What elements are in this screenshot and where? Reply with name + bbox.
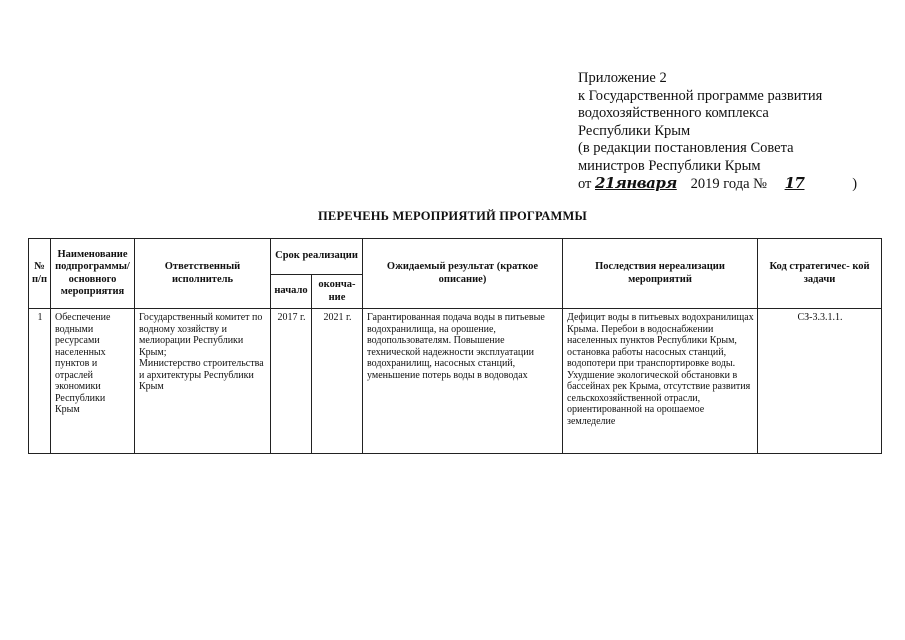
cell-code: СЗ-3.3.1.1. — [758, 309, 882, 454]
handwritten-number: 17 — [784, 174, 805, 192]
handwritten-date: 21января — [595, 174, 677, 192]
cell-result: Гарантированная подача воды в питьевые водохранилища, на орошение, водопользователям. Повышение технической надежности эксплуатации водохранилищ, насосных станций, уменьшение потерь воды в водоводах — [363, 309, 563, 454]
appendix-date-line — [578, 175, 878, 194]
cell-start: 2017 г. — [271, 309, 312, 454]
header-num: № п/п — [29, 239, 51, 309]
cell-consequences: Дефицит воды в питьевых водохранилищах Крыма. Перебои в водоснабжении населенных пунктов Республики Крым, остановка работы насосных станций, водопотери при транспортировке воды. Ухудшение экологической обстановки в бассейнах рек Крыма, отсутствие развития сельскохозяйственной отрасли, ориентированной на орошаемое земледелие — [563, 309, 758, 454]
close-paren: ) — [852, 176, 858, 192]
cell-executor — [135, 309, 271, 454]
executor-line-2: Министерство строительства и архитектуры Республики Крым — [139, 358, 264, 392]
appendix-line-1: Приложение 2 — [578, 70, 667, 86]
executor-line-1: Государственный комитет по водному хозяйству и мелиорации Республики Крым; — [139, 312, 263, 358]
document-title: ПЕРЕЧЕНЬ МЕРОПРИЯТИЙ ПРОГРАММЫ — [318, 209, 587, 223]
header-end: оконча- ние — [312, 275, 363, 309]
header-consequences: Последствия нереализации мероприятий — [563, 239, 758, 309]
table-row — [29, 309, 882, 454]
date-prefix: от — [578, 176, 592, 192]
header-period: Срок реализации — [271, 239, 363, 275]
appendix-line-6: министров Республики Крым — [578, 157, 761, 174]
cell-num: 1 — [29, 309, 51, 454]
cell-name: Обеспечение водными ресурсами населенных пунктов и отраслей экономики Республики Крым — [51, 309, 135, 454]
appendix-line-5: (в редакции постановления Совета — [578, 140, 794, 156]
appendix-header — [578, 70, 878, 194]
header-row-1 — [29, 239, 882, 275]
appendix-line-4: Республики Крым — [578, 122, 691, 139]
header-start: начало — [271, 275, 312, 309]
measures-table — [28, 238, 882, 454]
header-code: Код стратегичес- кой задачи — [758, 239, 882, 309]
appendix-line-2: к Государственной программе развития — [578, 87, 823, 104]
date-suffix: 2019 года № — [690, 176, 767, 192]
cell-end: 2021 г. — [312, 309, 363, 454]
header-name: Наименование подпрограммы/ основного мероприятия — [51, 239, 135, 309]
header-result: Ожидаемый результат (краткое описание) — [363, 239, 563, 309]
header-executor: Ответственный исполнитель — [135, 239, 271, 309]
appendix-line-3: водохозяйственного комплекса — [578, 105, 769, 121]
